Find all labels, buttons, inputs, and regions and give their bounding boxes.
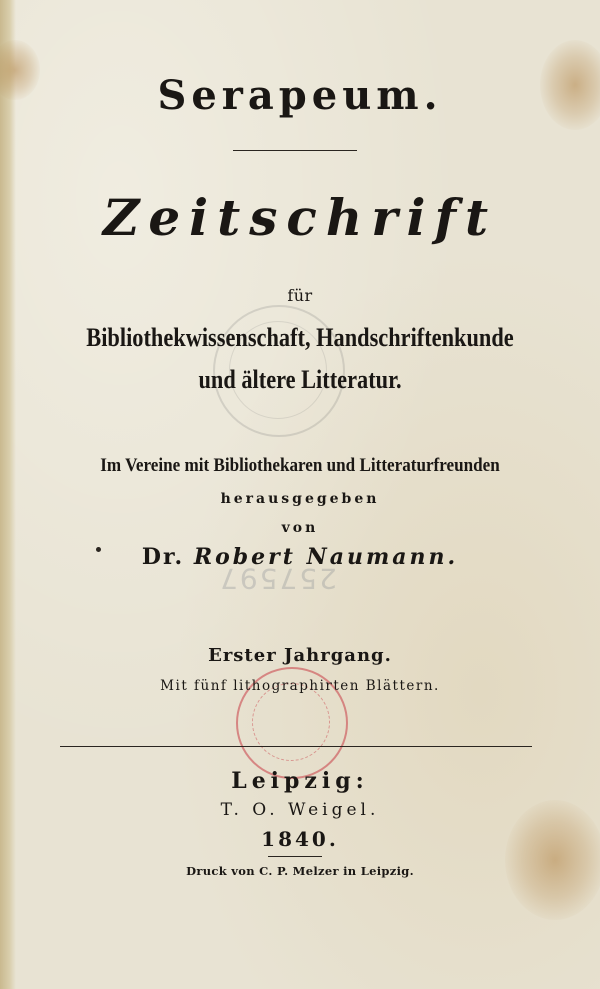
- association-line: Im Vereine mit Bibliothekaren und Litteraturfreunden: [100, 455, 500, 476]
- author-title: Dr.: [141, 544, 185, 570]
- field-line-1: Bibliothekwissenschaft, Handschriftenkunde: [86, 323, 514, 352]
- von-line: von: [281, 520, 319, 536]
- printer-line: Druck von C. P. Melzer in Leipzig.: [186, 864, 414, 878]
- author-name: Robert Naumann.: [193, 544, 459, 570]
- shelfmark-number: 257597: [218, 562, 337, 595]
- preposition-fuer: für: [287, 286, 313, 305]
- volume-line: Erster Jahrgang.: [208, 645, 392, 666]
- subtitle-zeitschrift: Zeitschrift: [102, 188, 498, 247]
- plates-note: Mit fünf lithographirten Blättern.: [160, 678, 440, 694]
- field-line-2: und ältere Litteratur.: [198, 365, 402, 394]
- edited-by-line: herausgegeben: [220, 491, 380, 507]
- imprint-city: Leipzig:: [231, 768, 369, 794]
- ink-dot: [96, 547, 101, 552]
- imprint-divider: [60, 746, 532, 747]
- printer-divider: [268, 856, 322, 857]
- imprint-year: 1840.: [261, 827, 339, 851]
- imprint-publisher: T. O. Weigel.: [220, 800, 380, 820]
- journal-title: Serapeum.: [157, 72, 443, 119]
- author-line: [0, 544, 600, 570]
- title-divider: [233, 150, 357, 151]
